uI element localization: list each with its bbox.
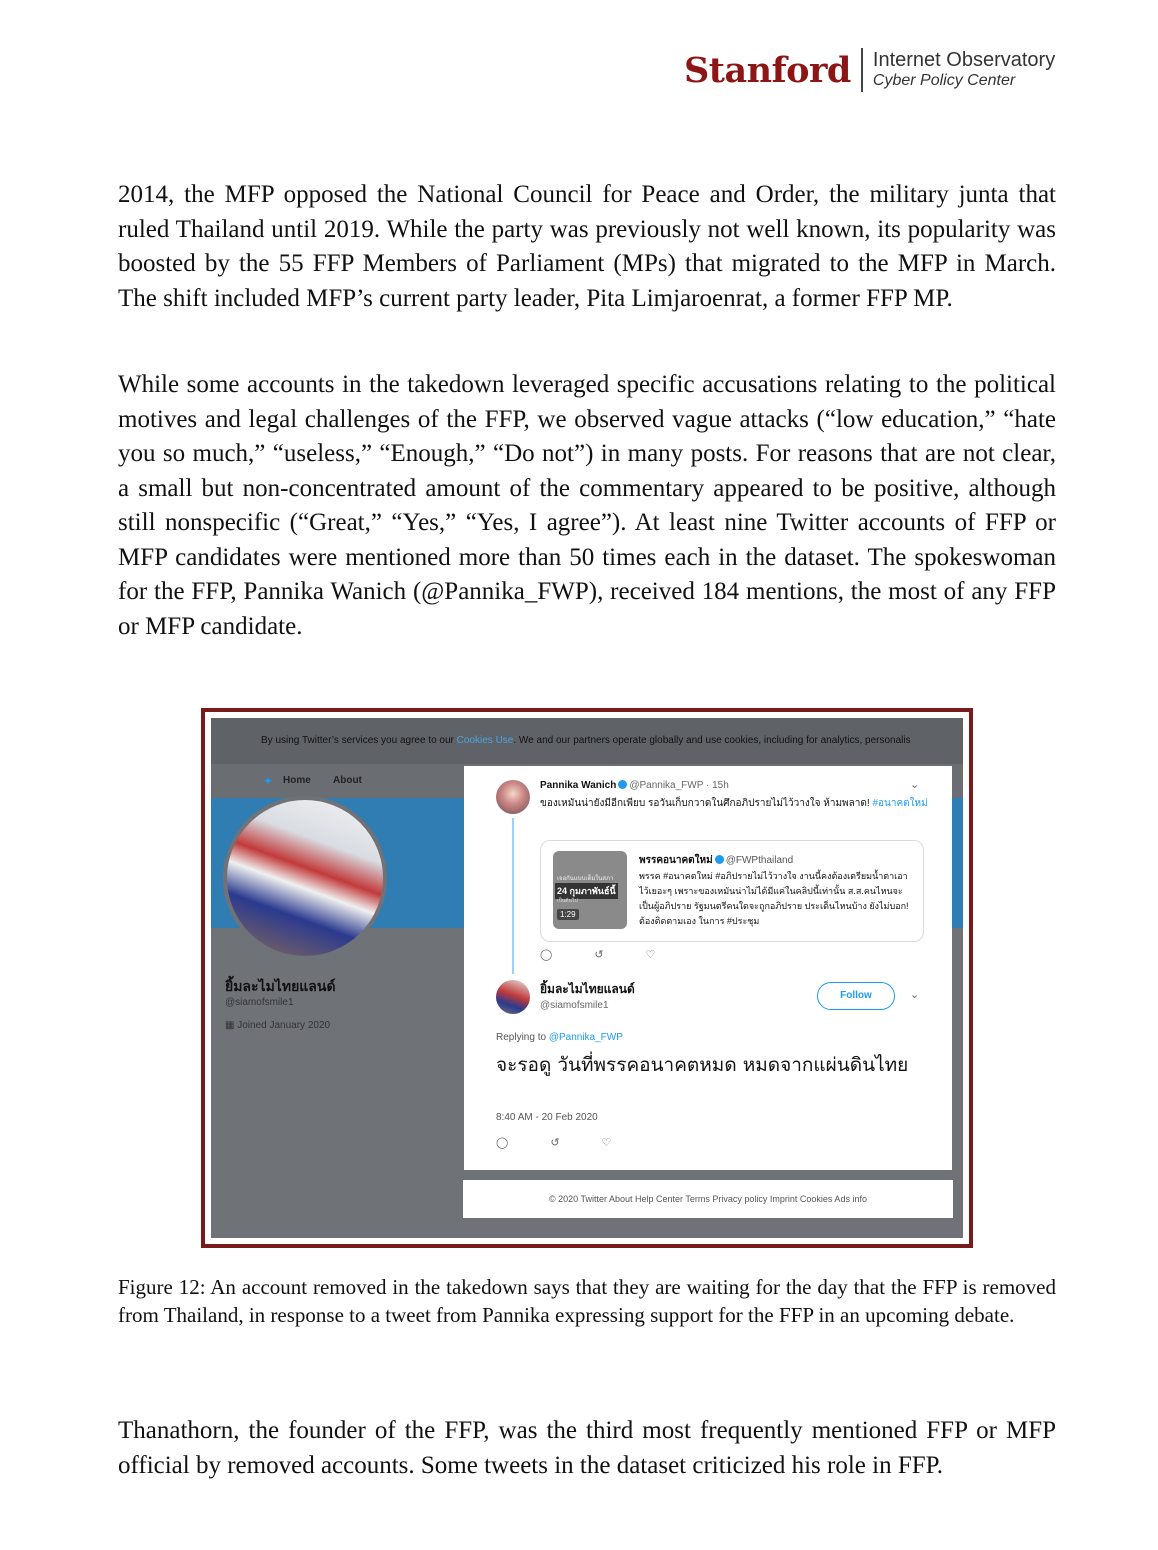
tweet2-timestamp[interactable]: 8:40 AM - 20 Feb 2020 <box>496 1112 598 1123</box>
like-icon[interactable]: ♡ <box>645 949 656 961</box>
tweet-card <box>464 766 952 1170</box>
profile-joined <box>225 1020 330 1031</box>
cookie-banner <box>211 718 963 764</box>
tweet1-text <box>540 796 930 811</box>
body-paragraph-1: 2014, the MFP opposed the National Council for Peace and Order, the military junta that ruled Thailand until 2019. While the party was previously not well known, its popularity was boosted by the 55 FFP Members of Parliament (MPs) that migrated to the MFP in March. The shift included MFP’s current party leader, Pita Limjaroenrat, a former FFP MP. <box>118 181 1056 312</box>
thumb-line-1: เจอกันแบบเต็มในสภา <box>557 876 614 882</box>
twitter-bird-icon[interactable]: ✦ <box>263 774 274 788</box>
retweet-icon[interactable]: ↺ <box>550 1137 560 1149</box>
quote-handle: @FWPthailand <box>725 855 794 866</box>
tweet1-author[interactable] <box>540 780 729 791</box>
siamofsmile-avatar[interactable] <box>496 980 530 1014</box>
tweet2-name[interactable]: ยิ้มละไมไทยแลนด์ <box>540 982 635 996</box>
chevron-down-icon[interactable]: ⌄ <box>910 989 920 1001</box>
reply-icon[interactable]: ◯ <box>496 1137 509 1149</box>
logo-wordmark: Stanford <box>684 49 851 91</box>
profile-joined-text: Joined January 2020 <box>237 1020 331 1031</box>
chevron-down-icon[interactable]: ⌄ <box>910 779 920 791</box>
video-duration: 1:29 <box>557 909 579 920</box>
thread-line <box>512 818 514 974</box>
quote-author <box>639 853 793 868</box>
body-paragraph-3: Thanathorn, the founder of the FFP, was the third most frequently mentioned FFP or MFP official by removed accounts. Some tweets in the dataset criticized his role in FFP. <box>118 1417 1056 1479</box>
body-paragraph-2: While some accounts in the takedown leveraged specific accusations relating to the political motives and legal challenges of the FFP, we observed vague attacks (“low education,” “hate you so much,” “useless,” “Enough,” “Do not”) in many posts. For reasons that are not clear, a small but non-concentrated amount of the commentary appeared to be positive, although still nonspecific (“Great,” “Yes,” “Yes, I agree”). At least nine Twitter accounts of FFP or MFP candidates were mentioned more than 50 times each in the dataset. The spokeswoman for the FFP, Pannika Wanich (@Pannika_FWP), received 184 mentions, the most of any FFP or MFP candidate. <box>118 371 1056 640</box>
pannika-avatar[interactable] <box>496 780 530 814</box>
figure-caption: Figure 12: An account removed in the takedown says that they are waiting for the day that the FFP is removed from Thailand, in response to a tweet from Pannika expressing support for the FFP in an upcoming debate. <box>118 1275 1056 1327</box>
video-thumbnail[interactable] <box>553 851 627 929</box>
tweet2-actions <box>496 1136 653 1149</box>
logo-divider <box>861 48 863 92</box>
tweet1-name: Pannika Wanich <box>540 780 617 791</box>
logo-line-2: Cyber Policy Center <box>872 72 1016 90</box>
logo-line-1: Internet Observatory <box>872 49 1056 72</box>
thumb-line-3: เป็นต้นไป <box>557 898 578 904</box>
verified-icon <box>715 855 724 864</box>
quoted-tweet[interactable] <box>540 840 924 942</box>
replying-to <box>496 1032 623 1043</box>
profile-avatar[interactable] <box>223 796 387 960</box>
calendar-icon: ▦ <box>225 1020 238 1031</box>
tweet2-handle: @siamofsmile1 <box>540 1000 609 1011</box>
figure-12 <box>201 708 973 1248</box>
cookie-text-rest: . We and our partners operate globally and use cookies, including for analytics, personalis <box>513 735 911 746</box>
nav-home[interactable]: Home <box>283 775 311 786</box>
replying-prefix: Replying to <box>496 1032 549 1043</box>
reply-icon[interactable]: ◯ <box>540 949 553 961</box>
thumb-date: 24 กุมภาพันธ์นี้ <box>555 883 618 899</box>
cookie-text: By using Twitter’s services you agree to our <box>261 735 457 746</box>
logo-subtitle <box>873 49 1055 90</box>
twitter-screenshot <box>211 718 963 1238</box>
tweet2-text: จะรอดู วันที่พรรคอนาคตหมด หมดจากแผ่นดินไทย <box>496 1054 909 1076</box>
replying-handle-link[interactable]: @Pannika_FWP <box>548 1032 623 1043</box>
profile-name: ยิ้มละไมไทยแลนด์ <box>225 978 336 994</box>
like-icon[interactable]: ♡ <box>601 1137 612 1149</box>
stanford-logo <box>684 48 1055 92</box>
tweet1-body: ของเหมันน่ายังมีอีกเพียบ รอวันเก็บกวาดในศึกอภิปรายไม่ไว้วางใจ ห้ามพลาด! <box>540 798 873 809</box>
verified-icon <box>618 780 627 789</box>
twitter-footer: © 2020 Twitter About Help Center Terms Privacy policy Imprint Cookies Ads info <box>463 1180 953 1218</box>
tweet1-handle-time: @Pannika_FWP · 15h <box>629 780 729 791</box>
profile-handle: @siamofsmile1 <box>225 997 294 1008</box>
tweet1-hashtag[interactable]: #อนาคตใหม่ <box>872 798 928 809</box>
quote-text: พรรค #อนาคตใหม่ #อภิปรายไม่ไว้วางใจ งานนี้คงต้องเตรียมน้ำตาเอาไว้เยอะๆ เพราะของเหมันน่าไม่ได้มีแค่ในคลิปนี้เท่านั้น ส.ส.คนไหนจะเป็นผู้อภิปราย รัฐมนตรีคนใดจะถูกอภิปราย ประเด็นไหนบ้าง ยังไม่บอก! ต้องติดตามเอง ในการ #ประชุม <box>639 871 909 926</box>
retweet-icon[interactable]: ↺ <box>594 949 604 961</box>
nav-about[interactable]: About <box>333 775 362 786</box>
tweet1-actions <box>540 948 697 961</box>
quote-name: พรรคอนาคตใหม่ <box>639 855 713 866</box>
cookies-use-link[interactable]: Cookies Use <box>456 735 514 746</box>
follow-button[interactable]: Follow <box>817 982 895 1010</box>
